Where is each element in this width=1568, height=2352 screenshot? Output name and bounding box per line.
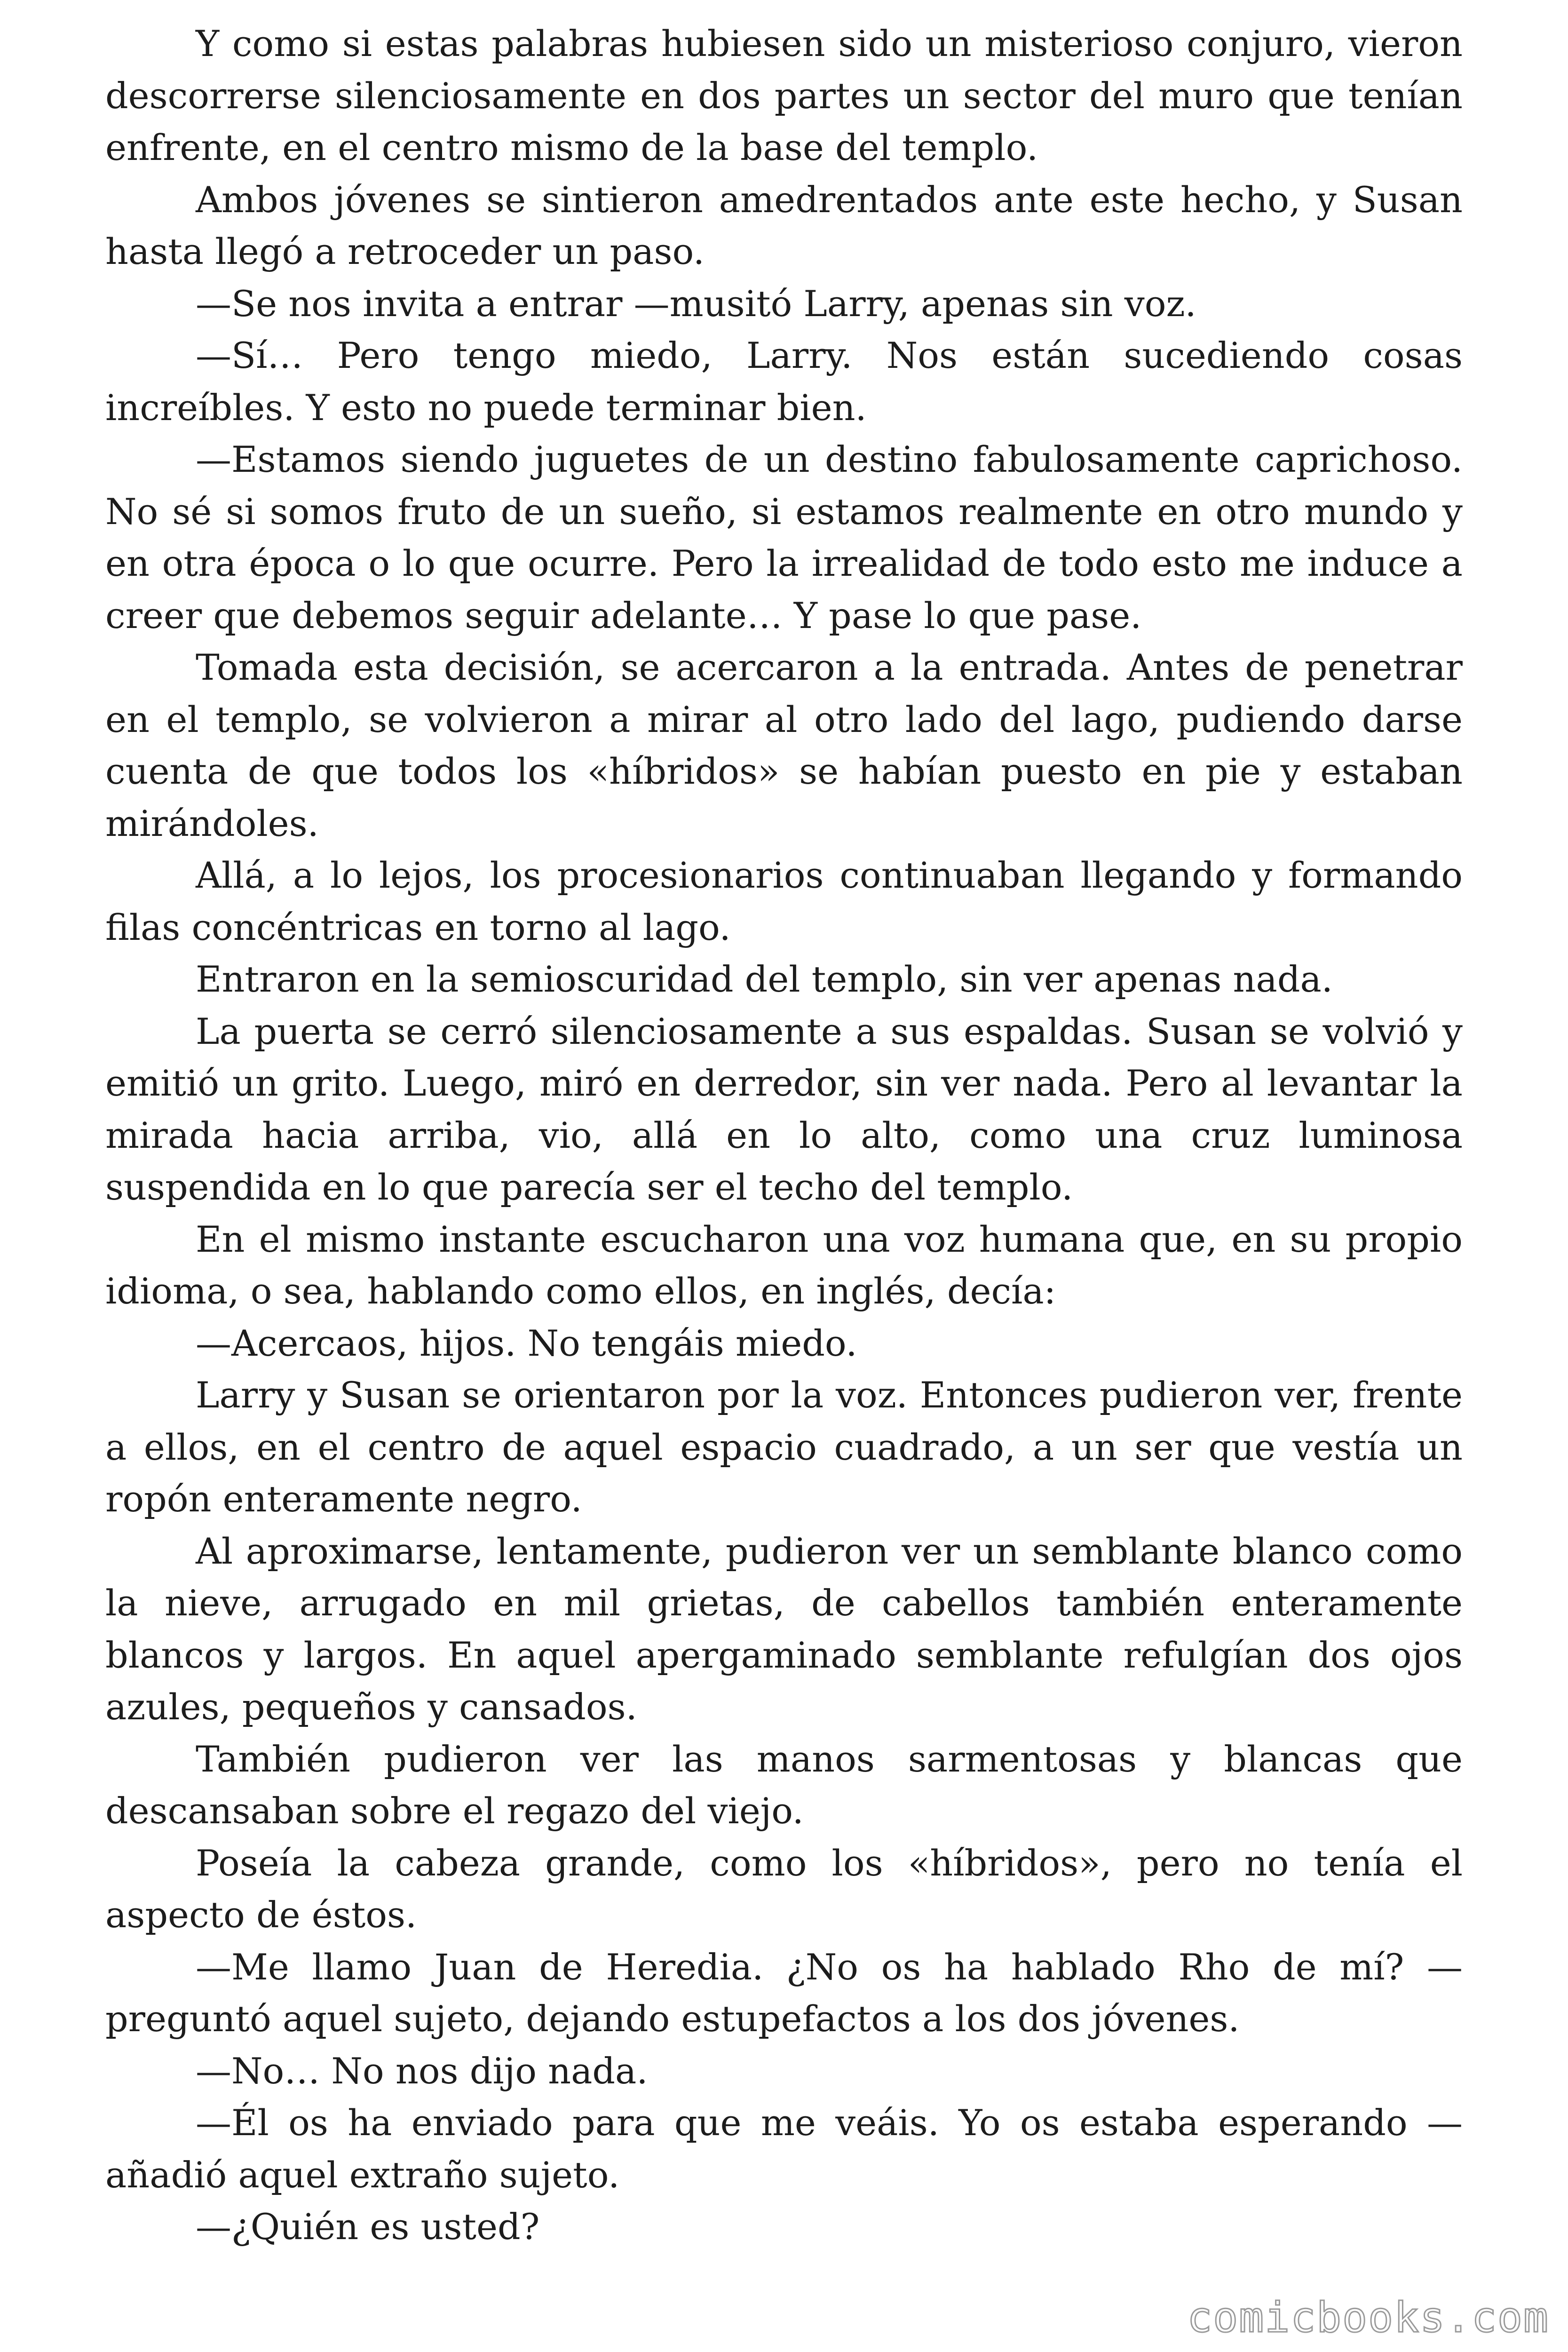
paragraph: —Él os ha enviado para que me veáis. Yo os estaba esperando —añadió aquel extraño sujeto. xyxy=(105,2102,1463,2196)
paragraph: Allá, a lo lejos, los procesionarios continuaban llegando y formando filas concéntricas en torno al lago. xyxy=(105,854,1463,948)
paragraph: Larry y Susan se orientaron por la voz. Entonces pudieron ver, frente a ellos, en el centro de aquel espacio cuadrado, a un ser que vestía un ropón enteramente negro. xyxy=(105,1374,1463,1520)
paragraph: —Acercaos, hijos. No tengáis miedo. xyxy=(196,1322,857,1364)
paragraph: Entraron en la semioscuridad del templo, sin ver apenas nada. xyxy=(196,958,1333,1000)
paragraph: También pudieron ver las manos sarmentosas y blancas que descansaban sobre el regazo del viejo. xyxy=(105,1738,1463,1832)
paragraph: —Sí… Pero tengo miedo, Larry. Nos están sucediendo cosas increíbles. Y esto no puede terminar bien. xyxy=(105,334,1463,429)
story-text xyxy=(105,18,1463,2253)
page-body xyxy=(105,18,1463,2253)
paragraph: La puerta se cerró silenciosamente a sus espaldas. Susan se volvió y emitió un grito. Luego, miró en derredor, sin ver nada. Pero al levantar la mirada hacia arriba, vio, allá en lo alto, como una cruz luminosa suspendida en lo que parecía ser el techo del templo. xyxy=(105,1010,1463,1208)
paragraph: Al aproximarse, lentamente, pudieron ver un semblante blanco como la nieve, arrugado en mil grietas, de cabellos también enteramente blancos y largos. En aquel apergaminado semblante refulgían dos ojos azules, pequeños y cansados. xyxy=(105,1530,1463,1728)
paragraph: —¿Quién es usted? xyxy=(196,2206,540,2248)
paragraph: —No… No nos dijo nada. xyxy=(196,2050,648,2092)
paragraph: —Me llamo Juan de Heredia. ¿No os ha hablado Rho de mí? —preguntó aquel sujeto, dejando estupefactos a los dos jóvenes. xyxy=(105,1946,1463,2040)
paragraph: —Se nos invita a entrar —musitó Larry, apenas sin voz. xyxy=(196,282,1196,325)
paragraph: Poseía la cabeza grande, como los «híbridos», pero no tenía el aspecto de éstos. xyxy=(105,1842,1463,1936)
paragraph: Ambos jóvenes se sintieron amedrentados ante este hecho, y Susan hasta llegó a retroceder un paso. xyxy=(105,178,1463,272)
paragraph: En el mismo instante escucharon una voz humana que, en su propio idioma, o sea, hablando como ellos, en inglés, decía: xyxy=(105,1218,1463,1312)
paragraph: Tomada esta decisión, se acercaron a la entrada. Antes de penetrar en el templo, se volvieron a mirar al otro lado del lago, pudiendo darse cuenta de que todos los «híbridos» se habían puesto en pie y estaban mirándoles. xyxy=(105,646,1463,844)
paragraph: —Estamos siendo juguetes de un destino fabulosamente caprichoso. No sé si somos fruto de un sueño, si estamos realmente en otro mundo y en otra época o lo que ocurre. Pero la irrealidad de todo esto me induce a creer que debemos seguir adelante… Y pase lo que pase. xyxy=(105,438,1463,636)
watermark-logo: comicbooks.com xyxy=(1187,2293,1549,2342)
paragraph: Y como si estas palabras hubiesen sido un misterioso conjuro, vieron descorrerse silenciosamente en dos partes un sector del muro que tenían enfrente, en el centro mismo de la base del templo. xyxy=(105,23,1463,168)
